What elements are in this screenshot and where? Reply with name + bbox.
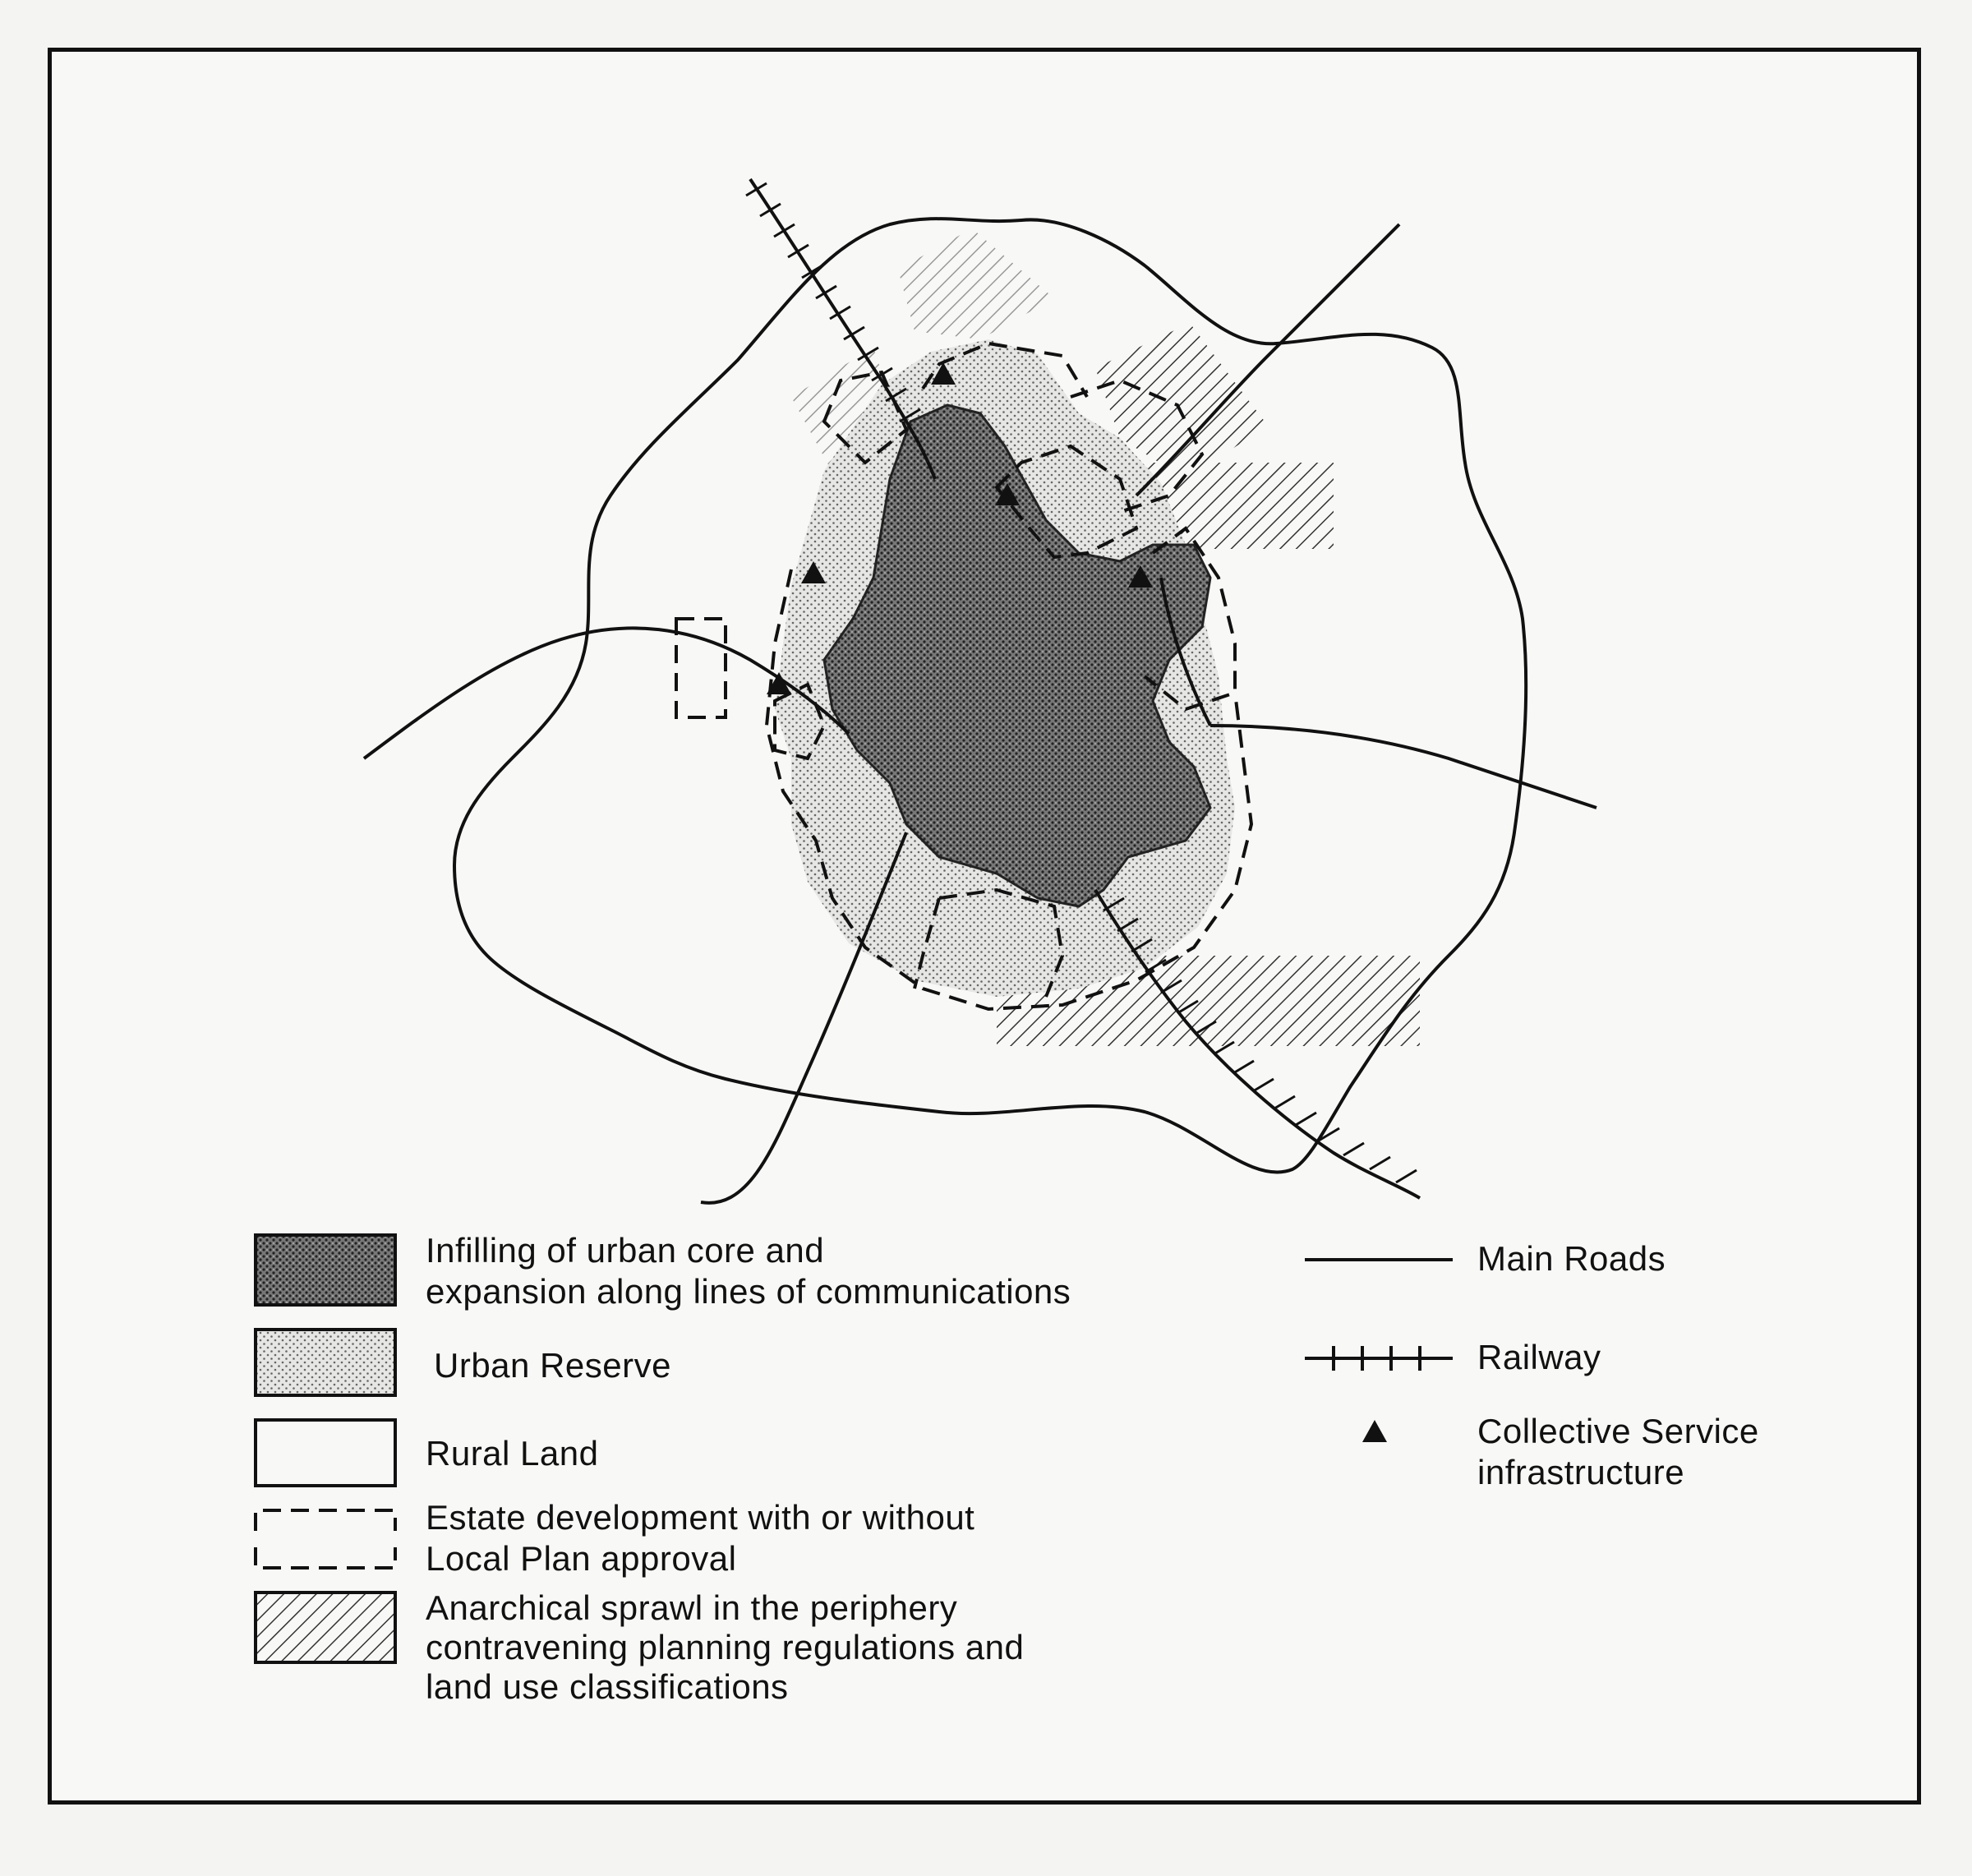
figure-frame <box>48 48 1921 1805</box>
swatch-estate <box>256 1510 395 1568</box>
legend-infilling-line2: expansion along lines of communications <box>426 1272 1071 1311</box>
swatch-rural-land <box>256 1420 395 1486</box>
swatch-railway <box>1305 1346 1453 1371</box>
legend-main-roads: Main Roads <box>1477 1239 1666 1278</box>
legend-sprawl-line2: contravening planning regulations and <box>426 1628 1025 1666</box>
legend-collective-line1: Collective Service <box>1477 1412 1759 1450</box>
legend-estate-line1: Estate development with or without <box>426 1498 975 1537</box>
planning-map <box>52 52 1917 1800</box>
legend-infilling-line1: Infilling of urban core and <box>426 1231 825 1270</box>
legend-urban-reserve: Urban Reserve <box>434 1346 671 1385</box>
swatch-collective-triangle <box>1362 1420 1387 1442</box>
legend-sprawl-line3: land use classifications <box>426 1667 789 1706</box>
legend-estate-line2: Local Plan approval <box>426 1539 737 1578</box>
legend-rural-land: Rural Land <box>426 1434 599 1473</box>
legend-sprawl-line1: Anarchical sprawl in the periphery <box>426 1588 958 1627</box>
legend-collective-line2: infrastructure <box>1477 1453 1685 1491</box>
swatch-urban-reserve <box>256 1330 395 1395</box>
swatch-infilling <box>256 1235 395 1305</box>
swatch-sprawl <box>256 1593 395 1662</box>
legend-railway: Railway <box>1477 1338 1601 1376</box>
